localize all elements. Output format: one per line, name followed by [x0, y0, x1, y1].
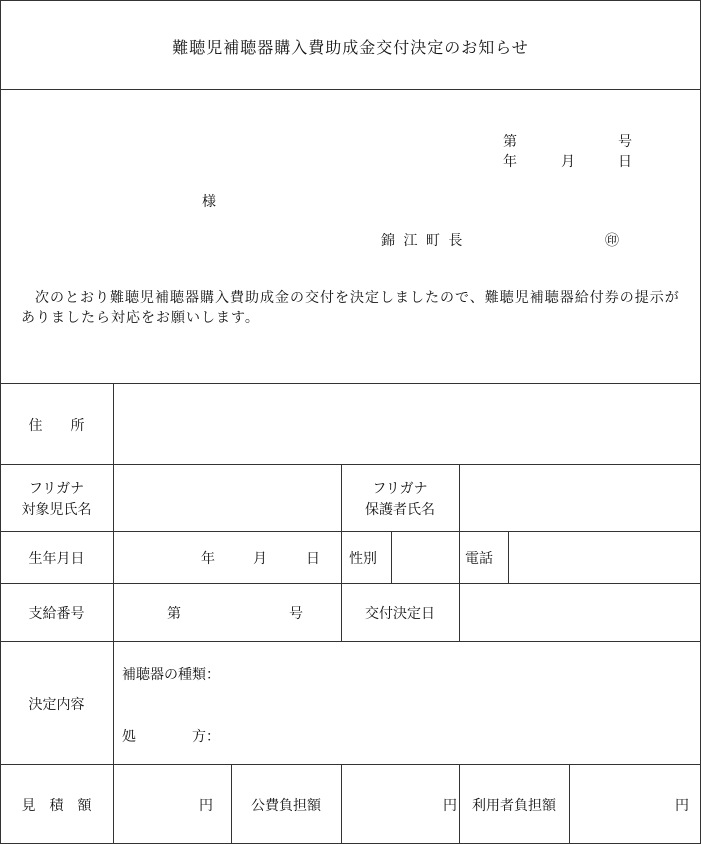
date-day: 日 — [618, 154, 632, 170]
gender-label: 性別 — [349, 551, 377, 567]
payment-no-prefix: 第 — [167, 606, 181, 622]
rule-decision-date-col — [459, 583, 460, 641]
guardian-name-label: 保護者氏名 — [365, 502, 435, 518]
dob-month: 月 — [253, 551, 267, 567]
rule-public-label-col — [341, 764, 342, 844]
dob-year: 年 — [201, 551, 215, 567]
estimate-label: 見 積 額 — [21, 798, 92, 814]
guardian-furigana-label: フリガナ — [372, 481, 428, 497]
recipient-honorific: 様 — [202, 194, 216, 210]
payment-no-suffix: 号 — [289, 606, 303, 622]
date-month: 月 — [561, 154, 575, 170]
estimate-yen: 円 — [199, 798, 213, 814]
rule-phone-col — [459, 531, 460, 583]
date-year: 年 — [503, 154, 517, 170]
frame-top — [0, 0, 701, 1]
public-share-label: 公費負担額 — [251, 798, 321, 814]
address-label: 住 所 — [28, 418, 85, 434]
child-furigana-label: フリガナ — [28, 481, 85, 497]
page-title: 難聴児補聴器購入費助成金交付決定のお知らせ — [172, 38, 529, 57]
rule-gender-col — [391, 531, 392, 583]
rule-notice — [0, 383, 701, 384]
rule-guardian-col — [459, 464, 460, 531]
rule-payment — [0, 641, 701, 642]
rule-phone-value-col — [508, 531, 509, 583]
seal-mark: ㊞ — [605, 233, 619, 249]
rule-label-col — [113, 383, 114, 844]
user-share-yen: 円 — [675, 798, 689, 814]
doc-no-prefix: 第 — [503, 134, 517, 150]
decision-content-label: 決定内容 — [28, 697, 85, 713]
notice-message: 次のとおり難聴児補聴器購入費助成金の交付を決定しましたので、難聴児補聴器給付券の提示がありましたら対応をお願いします。 — [21, 290, 680, 326]
rule-dob — [0, 583, 701, 584]
rule-address — [0, 464, 701, 465]
issuer-name: 錦 江 町 長 — [381, 233, 465, 249]
rule-names — [0, 531, 701, 532]
rule-user-value-col — [569, 764, 570, 844]
device-type-label: 補聴器の種類： — [122, 667, 220, 683]
dob-label: 生年月日 — [28, 551, 85, 567]
rule-title — [0, 89, 701, 90]
rule-decision — [0, 764, 701, 765]
decision-date-label: 交付決定日 — [365, 606, 435, 622]
user-share-label: 利用者負担額 — [472, 798, 556, 814]
doc-no-suffix: 号 — [618, 134, 632, 150]
public-share-yen: 円 — [443, 798, 457, 814]
payment-no-label: 支給番号 — [28, 606, 85, 622]
prescription-label: 処 方： — [122, 729, 220, 745]
phone-label: 電話 — [465, 551, 493, 567]
dob-day: 日 — [306, 551, 320, 567]
child-name-label: 対象児氏名 — [21, 502, 92, 518]
